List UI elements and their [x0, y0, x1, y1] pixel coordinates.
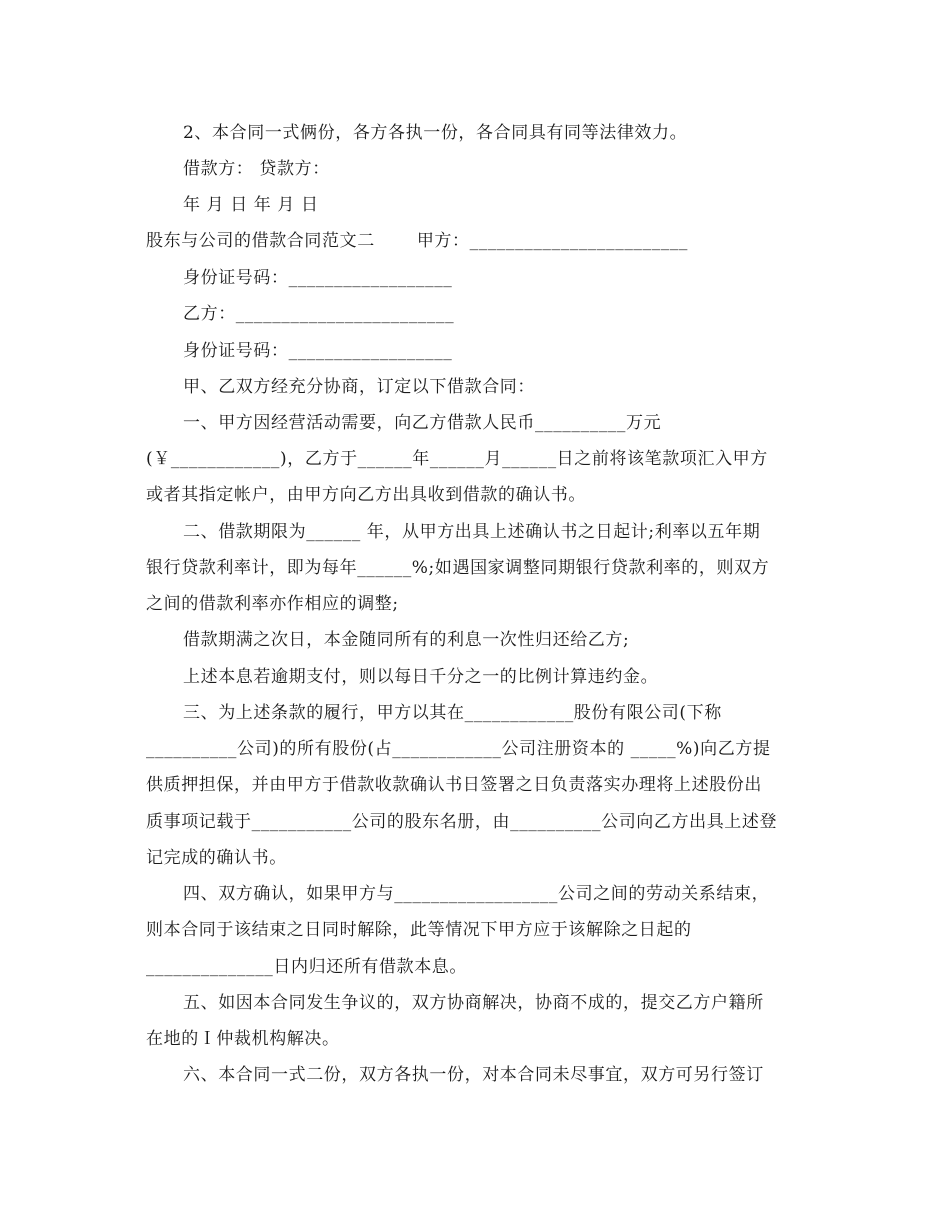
- text-line: 六、本合同一式二份，双方各执一份，对本合同未尽事宜，双方可另行签订: [183, 1065, 764, 1085]
- text-line: 借款方： 贷款方：: [183, 159, 330, 179]
- text-line: __________公司)的所有股份(占____________公司注册资本的 _____%)向乙方提: [146, 739, 771, 759]
- text-line: 三、为上述条款的履行，甲方以其在____________股份有限公司(下称: [183, 703, 722, 723]
- text-line: 身份证号码：__________________: [183, 268, 453, 288]
- text-line: 股东与公司的借款合同范文二 甲方：________________________: [146, 231, 689, 251]
- text-line: 年 月 日 年 月 日: [183, 195, 319, 215]
- text-line: 五、如因本合同发生争议的，双方协商解决，协商不成的，提交乙方户籍所: [183, 993, 764, 1013]
- text-line: 借款期满之次日，本金随同所有的利息一次性归还给乙方;: [183, 630, 630, 650]
- text-line: 乙方：________________________: [183, 304, 455, 324]
- text-line: 2、本合同一式俩份，各方各执一份，各合同具有同等法律效力。: [183, 123, 688, 143]
- text-line: 在地的Ｉ仲裁机构解决。: [146, 1029, 340, 1049]
- text-line: 记完成的确认书。: [146, 848, 287, 868]
- text-line: 则本合同于该结束之日同时解除，此等情况下甲方应于该解除之日起的: [146, 920, 692, 940]
- text-line: 或者其指定帐户，由甲方向乙方出具收到借款的确认书。: [146, 485, 586, 505]
- text-line: 身份证号码：__________________: [183, 341, 453, 361]
- text-line: 二、借款期限为______ 年，从甲方出具上述确认书之日起计;利率以五年期: [183, 522, 761, 542]
- text-line: 四、双方确认，如果甲方与__________________公司之间的劳动关系结束，: [183, 884, 770, 904]
- text-line: 质事项记载于___________公司的股东名册，由__________公司向乙方出具上述登: [146, 812, 778, 832]
- text-line: 甲、乙双方经充分协商，订定以下借款合同：: [183, 377, 535, 397]
- text-line: 供质押担保，并由甲方于借款收款确认书日签署之日负责落实办理将上述股份出: [146, 775, 762, 795]
- text-line: 上述本息若逾期支付，则以每日千分之一的比例计算违约金。: [183, 667, 659, 687]
- text-line: 一、甲方因经营活动需要，向乙方借款人民币__________万元: [183, 413, 662, 433]
- text-line: ______________日内归还所有借款本息。: [146, 957, 467, 977]
- text-line: 之间的借款利率亦作相应的调整;: [146, 594, 399, 614]
- text-line: (￥____________)，乙方于______年______月______日之前将该笔款项汇入甲方: [146, 449, 768, 469]
- text-line: 银行贷款利率计，即为每年______%;如遇国家调整同期银行贷款利率的，则双方: [146, 558, 770, 578]
